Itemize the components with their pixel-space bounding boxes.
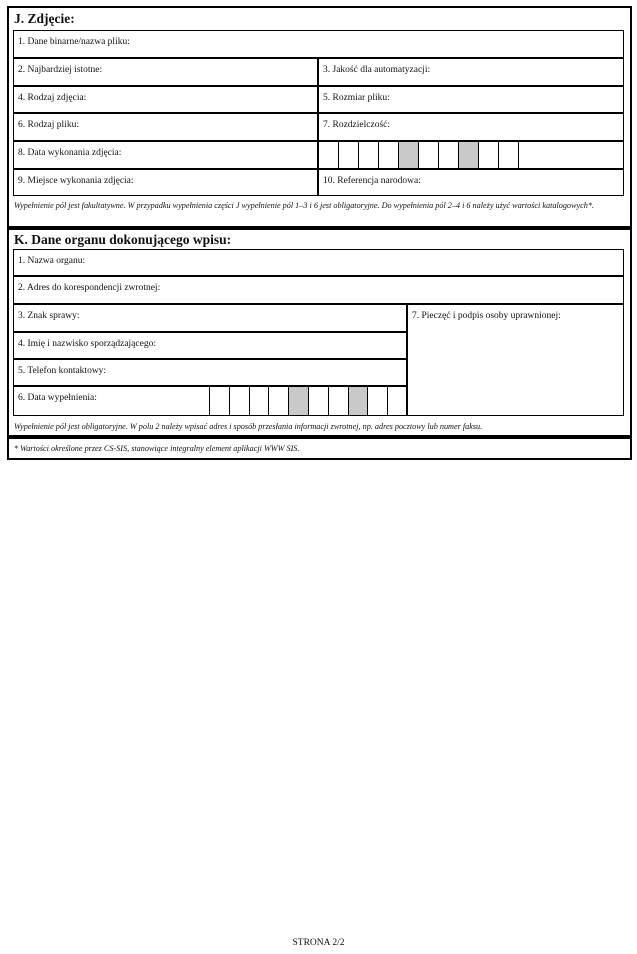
field-j4-photo-type[interactable]: [13, 86, 318, 113]
field-j5-file-size[interactable]: [318, 86, 624, 113]
field-label: 5. Telefon kontaktowy:: [18, 366, 107, 376]
field-label: 6. Data wypełnienia:: [18, 393, 97, 403]
field-k7-stamp-signature[interactable]: [407, 304, 624, 416]
date-digit-box[interactable]: [329, 387, 349, 415]
date-digit-box[interactable]: [388, 387, 408, 415]
date-digit-box[interactable]: [319, 142, 339, 168]
date-digit-box[interactable]: [419, 142, 439, 168]
date-digit-box[interactable]: [210, 387, 230, 415]
field-label: 1. Dane binarne/nazwa pliku:: [18, 37, 130, 47]
page-number: STRONA 2/2: [292, 938, 345, 948]
date-digit-box[interactable]: [359, 142, 379, 168]
date-digit-box[interactable]: [309, 387, 329, 415]
field-k4-preparer-name[interactable]: [13, 332, 407, 359]
date-digit-box[interactable]: [250, 387, 270, 415]
field-j8-photo-date[interactable]: [13, 141, 318, 169]
field-label: 8. Data wykonania zdjęcia:: [18, 148, 122, 158]
section-k-heading: K. Dane organu dokonującego wpisu:: [14, 232, 232, 247]
field-label: 4. Rodzaj zdjęcia:: [18, 93, 87, 103]
field-k6-fill-date[interactable]: [13, 386, 407, 416]
field-label: 2. Najbardziej istotne:: [18, 65, 103, 75]
footnote-text: * Wartości określone przez CS-SIS, stanowiące integralny element aplikacji WWW SIS.: [14, 444, 300, 453]
section-j-heading: J. Zdjęcie:: [14, 11, 75, 26]
field-label: 7. Rozdzielczość:: [323, 120, 391, 130]
field-label: 9. Miejsce wykonania zdjęcia:: [18, 176, 134, 186]
field-k1-authority-name[interactable]: [13, 249, 624, 276]
field-j7-resolution[interactable]: [318, 113, 624, 141]
date-digit-box[interactable]: [269, 387, 289, 415]
field-j1-binary-data[interactable]: [13, 30, 624, 58]
date-digit-box[interactable]: [230, 387, 250, 415]
field-label: 6. Rodzaj pliku:: [18, 120, 79, 130]
field-label: 7. Pieczęć i podpis osoby uprawnionej:: [412, 311, 561, 321]
field-label: 5. Rozmiar pliku:: [323, 93, 390, 103]
date-boxes-row: [319, 142, 519, 168]
field-label: 4. Imię i nazwisko sporządzającego:: [18, 339, 156, 349]
field-j9-photo-place[interactable]: [13, 169, 318, 196]
field-label: 2. Adres do korespondencji zwrotnej:: [18, 283, 161, 293]
date-digit-box[interactable]: [479, 142, 499, 168]
section-k-note: Wypełnienie pól jest obligatoryjne. W polu 2 należy wpisać adres i sposób przesłania informacji zwrotnej, np. adres pocztowy lub numer faksu.: [14, 422, 483, 431]
field-label: 3. Jakość dla automatyzacji:: [323, 65, 431, 75]
field-j3-quality[interactable]: [318, 58, 624, 86]
field-label: 1. Nazwa organu:: [18, 256, 86, 266]
date-separator-box: [289, 387, 309, 415]
date-digit-box[interactable]: [379, 142, 399, 168]
date-separator-box: [399, 142, 419, 168]
field-j6-file-type[interactable]: [13, 113, 318, 141]
date-digit-box[interactable]: [368, 387, 388, 415]
field-k2-return-address[interactable]: [13, 276, 624, 304]
date-boxes-j8: [318, 141, 624, 169]
date-boxes-row: [209, 387, 407, 415]
date-digit-box[interactable]: [339, 142, 359, 168]
field-k3-case-reference[interactable]: [13, 304, 407, 332]
date-separator-box: [349, 387, 369, 415]
date-digit-box[interactable]: [499, 142, 519, 168]
field-label: 10. Referencja narodowa:: [323, 176, 421, 186]
date-separator-box: [459, 142, 479, 168]
field-label: 3. Znak sprawy:: [18, 311, 80, 321]
field-j2-most-relevant[interactable]: [13, 58, 318, 86]
section-j-note: Wypełnienie pól jest fakultatywne. W przypadku wypełnienia części J wypełnienie pól 1–3 i 6 jest obligatoryjne. Do wypełnienia pól 2–4 i 6 należy użyć wartości katalogowych*.: [14, 201, 594, 210]
field-k5-phone[interactable]: [13, 359, 407, 386]
field-j10-national-reference[interactable]: [318, 169, 624, 196]
footnote-box: [7, 437, 632, 460]
date-digit-box[interactable]: [439, 142, 459, 168]
